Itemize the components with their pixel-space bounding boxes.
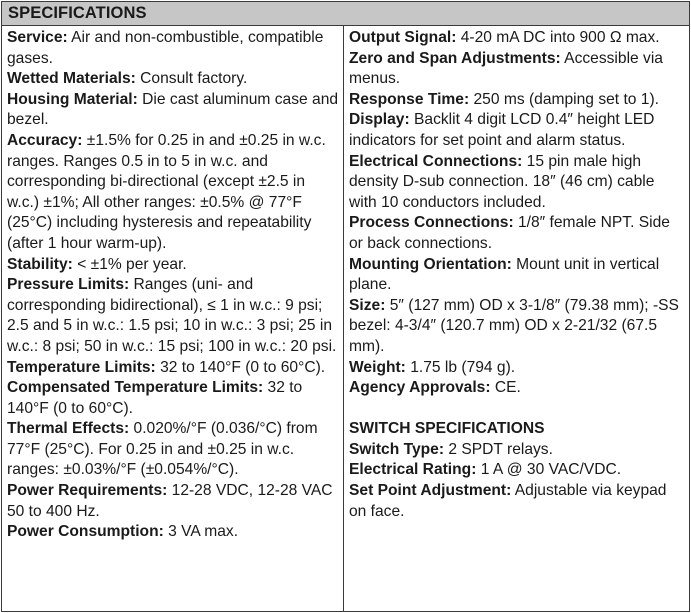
table-header: SPECIFICATIONS bbox=[2, 2, 689, 26]
spec-value: 1 A @ 30 VAC/VDC. bbox=[476, 461, 622, 479]
spec-label: Mounting Orientation: bbox=[349, 255, 512, 273]
spec-label: Service: bbox=[7, 29, 68, 46]
spec-label: Electrical Rating: bbox=[349, 461, 477, 479]
spec-label: Size: bbox=[349, 296, 386, 314]
spec-item bbox=[349, 460, 685, 481]
spec-item bbox=[7, 255, 339, 276]
spec-value: ±1.5% for 0.25 in and ±0.25 in w.c. ranges. Ranges 0.5 in to 5 in w.c. and corresponding bi-directional (except ±2.5 in w.c.) ±1%; All other ranges: ±0.5% @ 77°F (25°C) including hysteresis and repeatability (after 1 hour warm-up). bbox=[7, 131, 326, 252]
spec-item bbox=[7, 69, 339, 90]
spec-label: Agency Approvals: bbox=[349, 379, 491, 397]
spec-value: Ranges (uni- and corresponding bidirectional), ≤ 1 in w.c.: 9 psi; 2.5 and 5 in w.c.: 1.5 psi; 10 in w.c.: 3 psi; 25 in w.c.: 8 psi; 50 in w.c.: 15 psi; 100 in w.c.: 20 psi. bbox=[7, 276, 337, 355]
spec-value: 250 ms (damping set to 1). bbox=[469, 90, 659, 108]
spec-label: Set Point Adjustment: bbox=[349, 482, 512, 500]
spec-label: Accuracy: bbox=[7, 131, 83, 149]
spec-value: Air and non-combustible, compatible gases. bbox=[7, 29, 324, 67]
spec-label: Weight: bbox=[349, 358, 406, 376]
spec-item bbox=[349, 110, 685, 151]
right-column bbox=[344, 26, 689, 611]
spec-value: 4-20 mA DC into 900 Ω max. bbox=[456, 29, 660, 46]
specifications-table bbox=[1, 1, 690, 612]
spec-item bbox=[349, 28, 685, 49]
spec-label: Compensated Temperature Limits: bbox=[7, 379, 264, 397]
spec-item bbox=[7, 131, 339, 255]
table-body bbox=[2, 26, 689, 611]
spec-value: 32 to 140°F (0 to 60°C). bbox=[7, 379, 303, 417]
spec-item bbox=[349, 213, 685, 254]
spec-label: Power Requirements: bbox=[7, 482, 168, 500]
spec-label: Electrical Connections: bbox=[349, 152, 523, 170]
spec-label: Zero and Span Adjustments: bbox=[349, 49, 561, 67]
spec-label: Pressure Limits: bbox=[7, 276, 130, 294]
spec-value: CE. bbox=[490, 379, 521, 397]
spec-item bbox=[7, 28, 339, 69]
left-column bbox=[2, 26, 344, 611]
spec-label: Stability: bbox=[7, 255, 73, 273]
spec-value: 1.75 lb (794 g). bbox=[405, 358, 516, 376]
spec-item bbox=[7, 481, 339, 522]
spec-item bbox=[7, 358, 339, 379]
spec-item bbox=[349, 90, 685, 111]
spec-label: Housing Material: bbox=[7, 90, 138, 108]
spec-label: Temperature Limits: bbox=[7, 358, 156, 376]
spec-label: Output Signal: bbox=[349, 29, 457, 46]
spec-item bbox=[349, 481, 685, 522]
spec-label: Display: bbox=[349, 111, 410, 129]
spec-item bbox=[349, 296, 685, 358]
spec-item bbox=[349, 49, 685, 90]
spec-item bbox=[349, 440, 685, 461]
spec-value: 12-28 VDC, 12-28 VAC 50 to 400 Hz. bbox=[7, 482, 333, 520]
spec-label: Power Consumption: bbox=[7, 523, 164, 541]
spec-label: Wetted Materials: bbox=[7, 70, 136, 88]
spec-label: Switch Type: bbox=[349, 440, 445, 458]
spec-value: Mount unit in vertical plane. bbox=[349, 255, 660, 294]
spec-value: 15 pin male high density D-sub connection. 18″ (46 cm) cable with 10 conductors included. bbox=[349, 152, 655, 211]
switch-section-title: SWITCH SPECIFICATIONS bbox=[349, 420, 545, 438]
spec-value: 1/8″ female NPT. Side or back connections. bbox=[349, 214, 670, 252]
spec-item bbox=[349, 152, 685, 214]
spec-value: Accessible via menus. bbox=[349, 49, 663, 88]
spec-value: 2 SPDT relays. bbox=[444, 440, 553, 458]
spec-value: 5″ (127 mm) OD x 3-1/8″ (79.38 mm); -SS bezel: 4-3/4″ (120.7 mm) OD x 2-21/32 (67.5 mm). bbox=[349, 296, 679, 355]
spec-value: 32 to 140°F (0 to 60°C). bbox=[155, 358, 326, 376]
spec-label: Process Connections: bbox=[349, 214, 514, 232]
spec-value: 3 VA max. bbox=[163, 523, 239, 541]
spec-value: 0.020%/°F (0.036/°C) from 77°F (25°C). For 0.25 in and ±0.25 in w.c. ranges: ±0.03%/°F (±0.054%/°C). bbox=[7, 420, 318, 479]
spec-value: Consult factory. bbox=[135, 70, 248, 88]
spec-value: Backlit 4 digit LCD 0.4″ height LED indicators for set point and alarm status. bbox=[349, 111, 655, 149]
spec-value: Adjustable via keypad on face. bbox=[349, 482, 667, 520]
spec-item bbox=[7, 522, 339, 543]
spec-label: Thermal Effects: bbox=[7, 420, 130, 438]
spec-item bbox=[349, 378, 685, 399]
spec-item bbox=[7, 378, 339, 419]
spec-value: < ±1% per year. bbox=[72, 255, 187, 273]
spec-value: Die cast aluminum case and bezel. bbox=[7, 90, 339, 129]
spec-item bbox=[7, 90, 339, 131]
spec-item bbox=[349, 255, 685, 296]
spec-label: Response Time: bbox=[349, 90, 470, 108]
spec-item bbox=[349, 358, 685, 379]
spec-item bbox=[7, 275, 339, 357]
spec-item bbox=[7, 419, 339, 481]
